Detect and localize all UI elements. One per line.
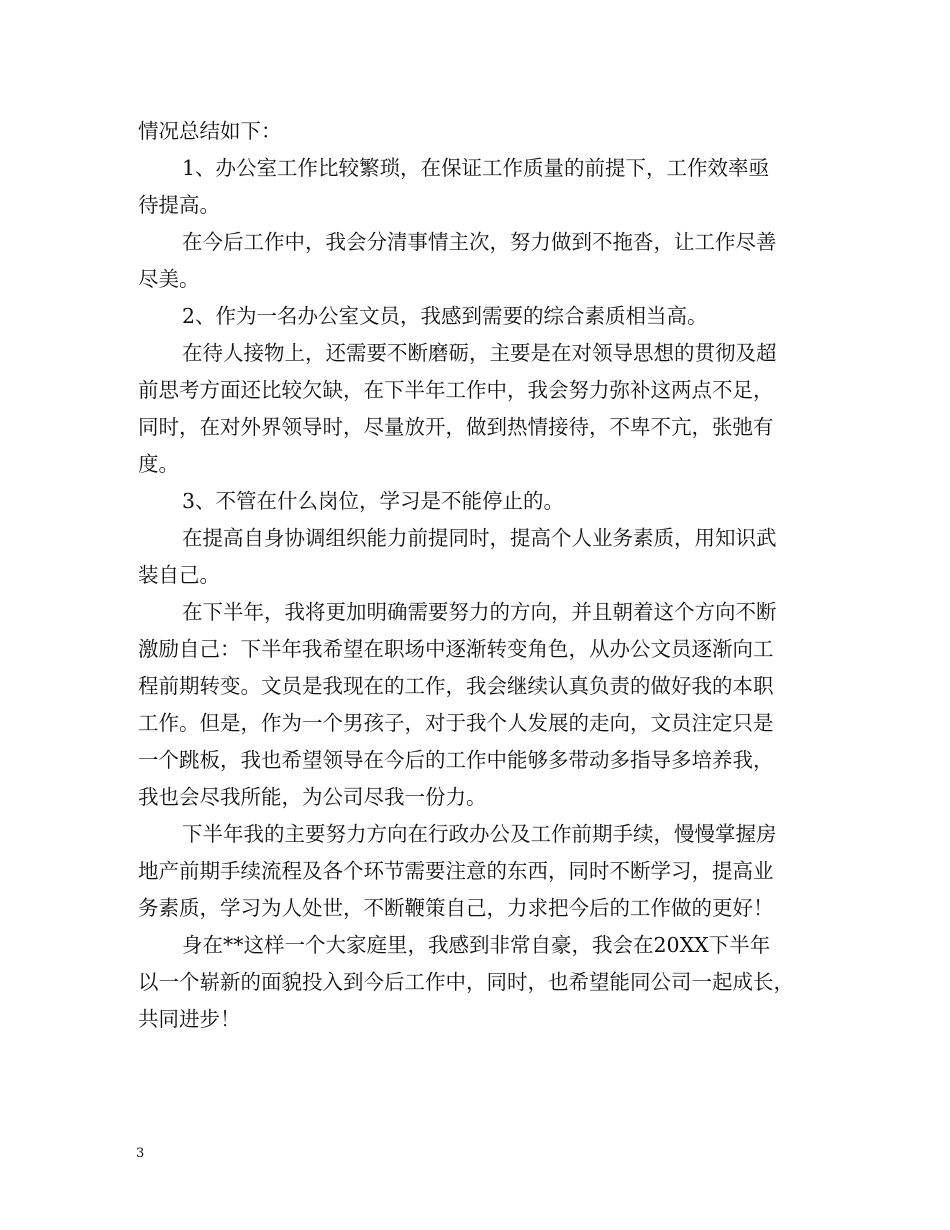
text-line: 同时，在对外界领导时，尽量放开，做到热情接待，不卑不亢，张弛有: [138, 415, 774, 439]
text-line: 度。: [138, 452, 179, 476]
text-line: 3、不管在什么岗位，学习是不能停止的。: [182, 489, 565, 513]
text-line: 尽美。: [138, 267, 200, 291]
text-line: 在下半年，我将更加明确需要努力的方向，并且朝着这个方向不断: [182, 600, 777, 624]
text-line: 激励自己：下半年我希望在职场中逐渐转变角色，从办公文员逐渐向工: [138, 637, 774, 661]
text-line: 身在**这样一个大家庭里，我感到非常自豪，我会在20XX下半年: [182, 933, 771, 957]
text-line: 下半年我的主要努力方向在行政办公及工作前期手续，慢慢掌握房: [182, 822, 777, 846]
text-line: 待提高。: [138, 193, 220, 217]
text-line: 共同进步！: [138, 1007, 241, 1031]
text-line: 前思考方面还比较欠缺，在下半年工作中，我会努力弥补这两点不足，: [138, 378, 774, 402]
text-line: 在待人接物上，还需要不断磨砺，主要是在对领导思想的贯彻及超: [182, 341, 777, 365]
text-line: 在今后工作中，我会分清事情主次，努力做到不拖沓，让工作尽善: [182, 230, 777, 254]
text-line: 2、作为一名办公室文员，我感到需要的综合素质相当高。: [182, 304, 708, 328]
text-line: 务素质，学习为人处世，不断鞭策自己，力求把今后的工作做的更好！: [138, 896, 774, 920]
page-number: 3: [136, 1146, 145, 1161]
document-body: [138, 113, 814, 1038]
text-line: 装自己。: [138, 563, 220, 587]
text-line: 一个跳板，我也希望领导在今后的工作中能够多带动多指导多培养我，: [138, 748, 774, 772]
text-line: 在提高自身协调组织能力前提同时，提高个人业务素质，用知识武: [182, 526, 777, 550]
text-line: 我也会尽我所能，为公司尽我一份力。: [138, 785, 487, 809]
text-line: 1、办公室工作比较繁琐，在保证工作质量的前提下，工作效率亟: [182, 156, 770, 180]
text-line: 工作。但是，作为一个男孩子，对于我个人发展的走向，文员注定只是: [138, 711, 774, 735]
text-line: 情况总结如下：: [138, 119, 282, 143]
text-line: 程前期转变。文员是我现在的工作，我会继续认真负责的做好我的本职: [138, 674, 774, 698]
text-line: 地产前期手续流程及各个环节需要注意的东西，同时不断学习，提高业: [138, 859, 774, 883]
text-line: 以一个崭新的面貌投入到今后工作中，同时，也希望能同公司一起成长，: [138, 970, 794, 994]
